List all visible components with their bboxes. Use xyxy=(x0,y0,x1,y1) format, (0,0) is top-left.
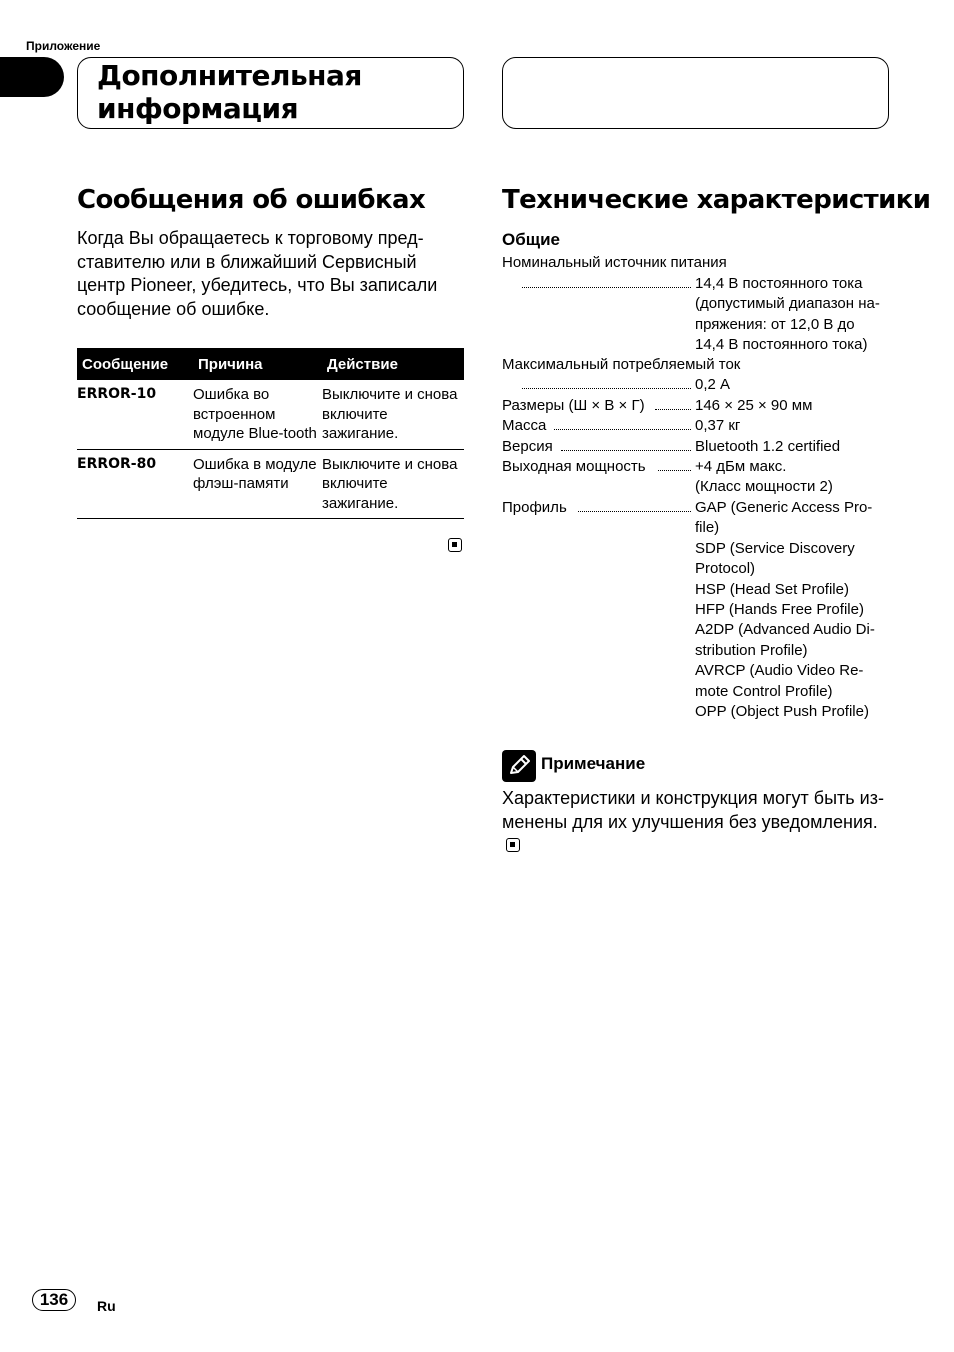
spec-size-value: 146 × 25 × 90 мм xyxy=(695,397,813,414)
empty-header-box xyxy=(502,57,889,129)
dot-leader xyxy=(561,450,691,451)
spec-output-label: Выходная мощность xyxy=(502,458,646,475)
spec-power-label: Номинальный источник питания xyxy=(502,254,727,271)
spec-version-label: Версия xyxy=(502,438,553,455)
col-action: Действие xyxy=(322,348,464,380)
errors-heading: Сообщения об ошибках xyxy=(77,185,426,215)
error-table-header xyxy=(77,348,464,380)
spec-current-value: 0,2 А xyxy=(695,376,731,393)
note-label: Примечание xyxy=(541,754,646,773)
error-action: Выключите и снова включите зажигание. xyxy=(322,380,464,449)
chapter-title xyxy=(97,59,362,125)
error-action: Выключите и снова включите зажигание. xyxy=(322,449,464,519)
spec-size-label: Размеры (Ш × В × Г) xyxy=(502,397,645,414)
spec-version-value: Bluetooth 1.2 certified xyxy=(695,438,841,455)
spec-output-value: +4 дБм макс. (Класс мощности 2) xyxy=(695,458,833,496)
error-code: ERROR-10 xyxy=(77,380,193,449)
section-end-icon xyxy=(448,538,462,552)
col-cause: Причина xyxy=(193,348,322,380)
spec-profile-value: GAP (Generic Access Pro- file) SDP (Service Discovery Protocol) HSP (Head Set Profile) HFP (Hands Free Profile) A2DP (Advanced Audio Di- stribution Profile) AVRCP (Audio Video Re- mote Control Profile) OPP (Object Push Profile) xyxy=(695,499,875,721)
spec-mass-value: 0,37 кг xyxy=(695,417,741,434)
section-tab-marker xyxy=(0,57,64,97)
col-message: Сообщение xyxy=(77,348,193,380)
dot-leader xyxy=(658,470,691,471)
dot-leader xyxy=(578,511,691,512)
spec-power-value: 14,4 В постоянного тока (допустимый диапазон на- пряжения: от 12,0 В до 14,4 В постоянного тока) xyxy=(695,275,880,354)
dot-leader xyxy=(655,409,691,410)
page-number: 136 xyxy=(32,1289,76,1311)
chapter-title-line2: информация xyxy=(97,92,299,125)
table-row xyxy=(77,380,464,449)
section-end-icon xyxy=(506,838,520,852)
spec-profile-label: Профиль xyxy=(502,499,567,516)
specs-subtitle: Общие xyxy=(502,230,560,249)
language-code: Ru xyxy=(97,1298,116,1314)
dot-leader xyxy=(554,429,691,430)
error-cause: Ошибка во встроенном модуле Blue-tooth xyxy=(193,380,322,449)
error-code: ERROR-80 xyxy=(77,449,193,519)
spec-mass-label: Масса xyxy=(502,417,547,434)
specs-heading: Технические характеристики xyxy=(502,185,931,215)
error-cause: Ошибка в модуле флэш-памяти xyxy=(193,449,322,519)
spec-current-label: Максимальный потребляемый ток xyxy=(502,356,741,373)
dot-leader xyxy=(522,287,691,288)
dot-leader xyxy=(522,388,691,389)
table-row xyxy=(77,449,464,519)
note-text: Характеристики и конструкция могут быть из-менены для их улучшения без уведомления. xyxy=(502,787,892,858)
chapter-title-line1: Дополнительная xyxy=(97,59,362,92)
pencil-note-icon xyxy=(502,750,536,782)
error-table xyxy=(77,348,464,519)
errors-intro: Когда Вы обращаетесь к торговому пред-ставителю или в ближайший Сервисный центр Pioneer, убедитесь, что Вы записали сообщение об ошибке. xyxy=(77,228,438,319)
section-label: Приложение xyxy=(26,39,101,53)
